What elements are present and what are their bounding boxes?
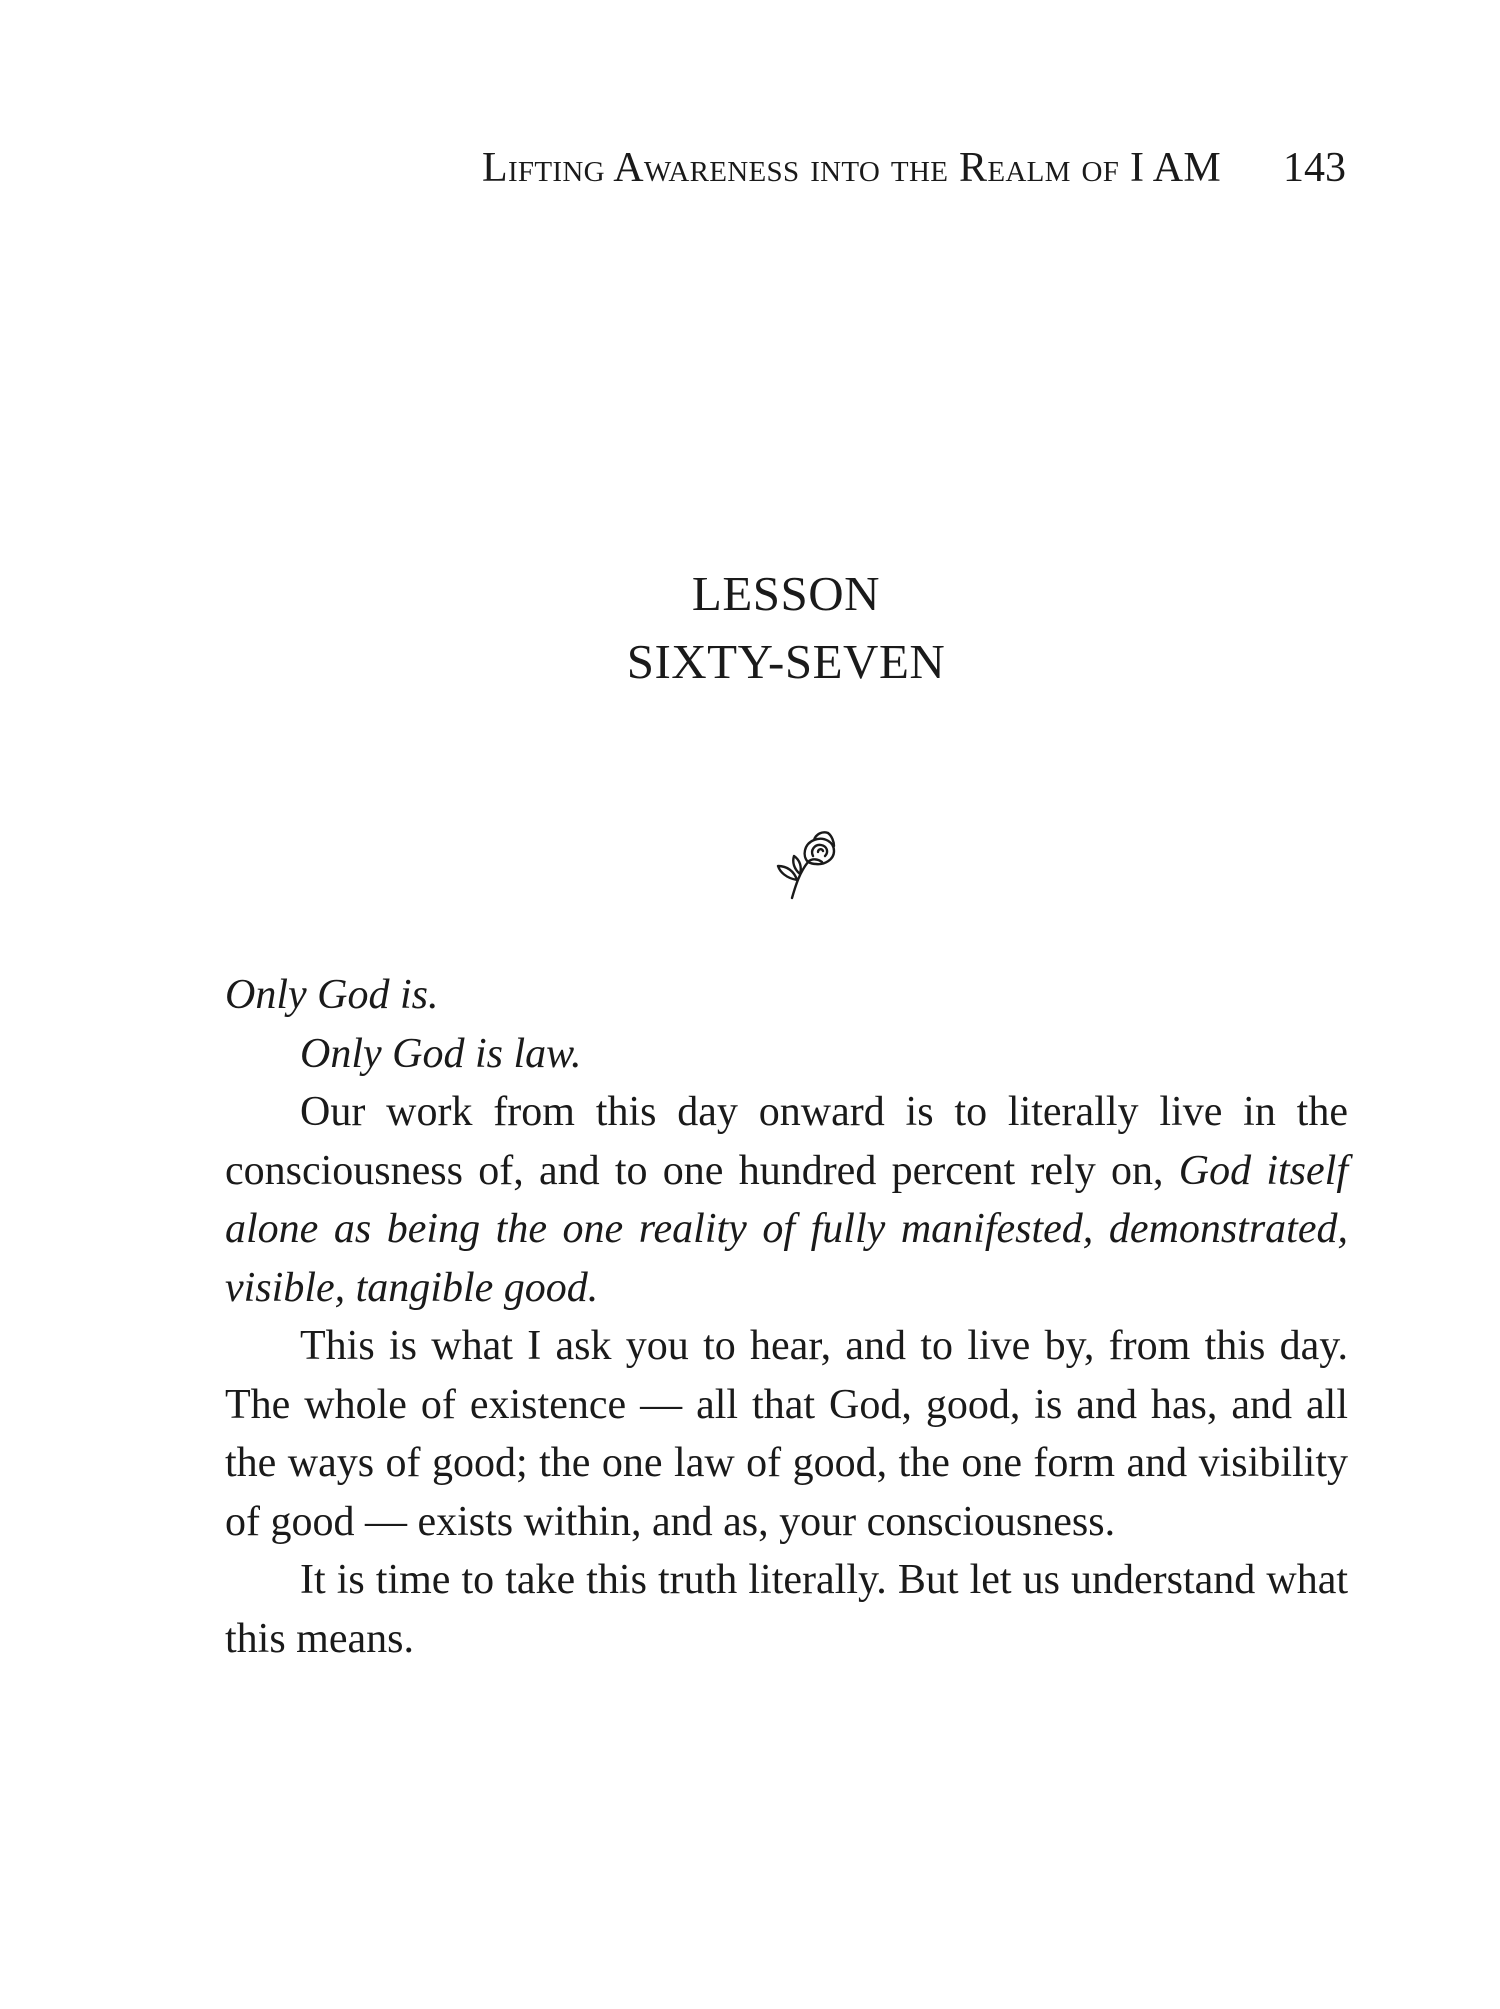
paragraph-5: It is time to take this truth literally. But let us understand what this means. xyxy=(225,1557,1348,1662)
paragraph-1: Only God is. xyxy=(225,972,439,1018)
lesson-heading xyxy=(0,560,1500,696)
paragraph-3-roman: Our work from this day onward is to literally live in the consciousness of, and to one hundred percent rely on, xyxy=(225,1089,1348,1194)
lesson-label: LESSON xyxy=(691,566,881,621)
paragraph-3-italic: God itself alone as being the one reality of fully manifested, demonstrated, visible, tangible good. xyxy=(225,1147,1349,1311)
page-number: 143 xyxy=(1283,145,1346,191)
paragraph-2: Only God is law. xyxy=(300,1030,582,1077)
lesson-number: SIXTY-SEVEN xyxy=(626,634,946,689)
body-text xyxy=(225,966,1348,1668)
running-head xyxy=(0,143,1346,193)
paragraph-4: This is what I ask you to hear, and to live by, from this day. The whole of existence — all that God, good, is and has, and all the ways of good; the one law of good, the one form and visibility of good — exists within, and as, your consciousness. xyxy=(225,1323,1348,1545)
running-head-title: Lifting Awareness into the Realm of I AM xyxy=(482,145,1221,191)
paragraph-3 xyxy=(225,1083,1348,1317)
rose-ornament-icon xyxy=(772,822,842,900)
